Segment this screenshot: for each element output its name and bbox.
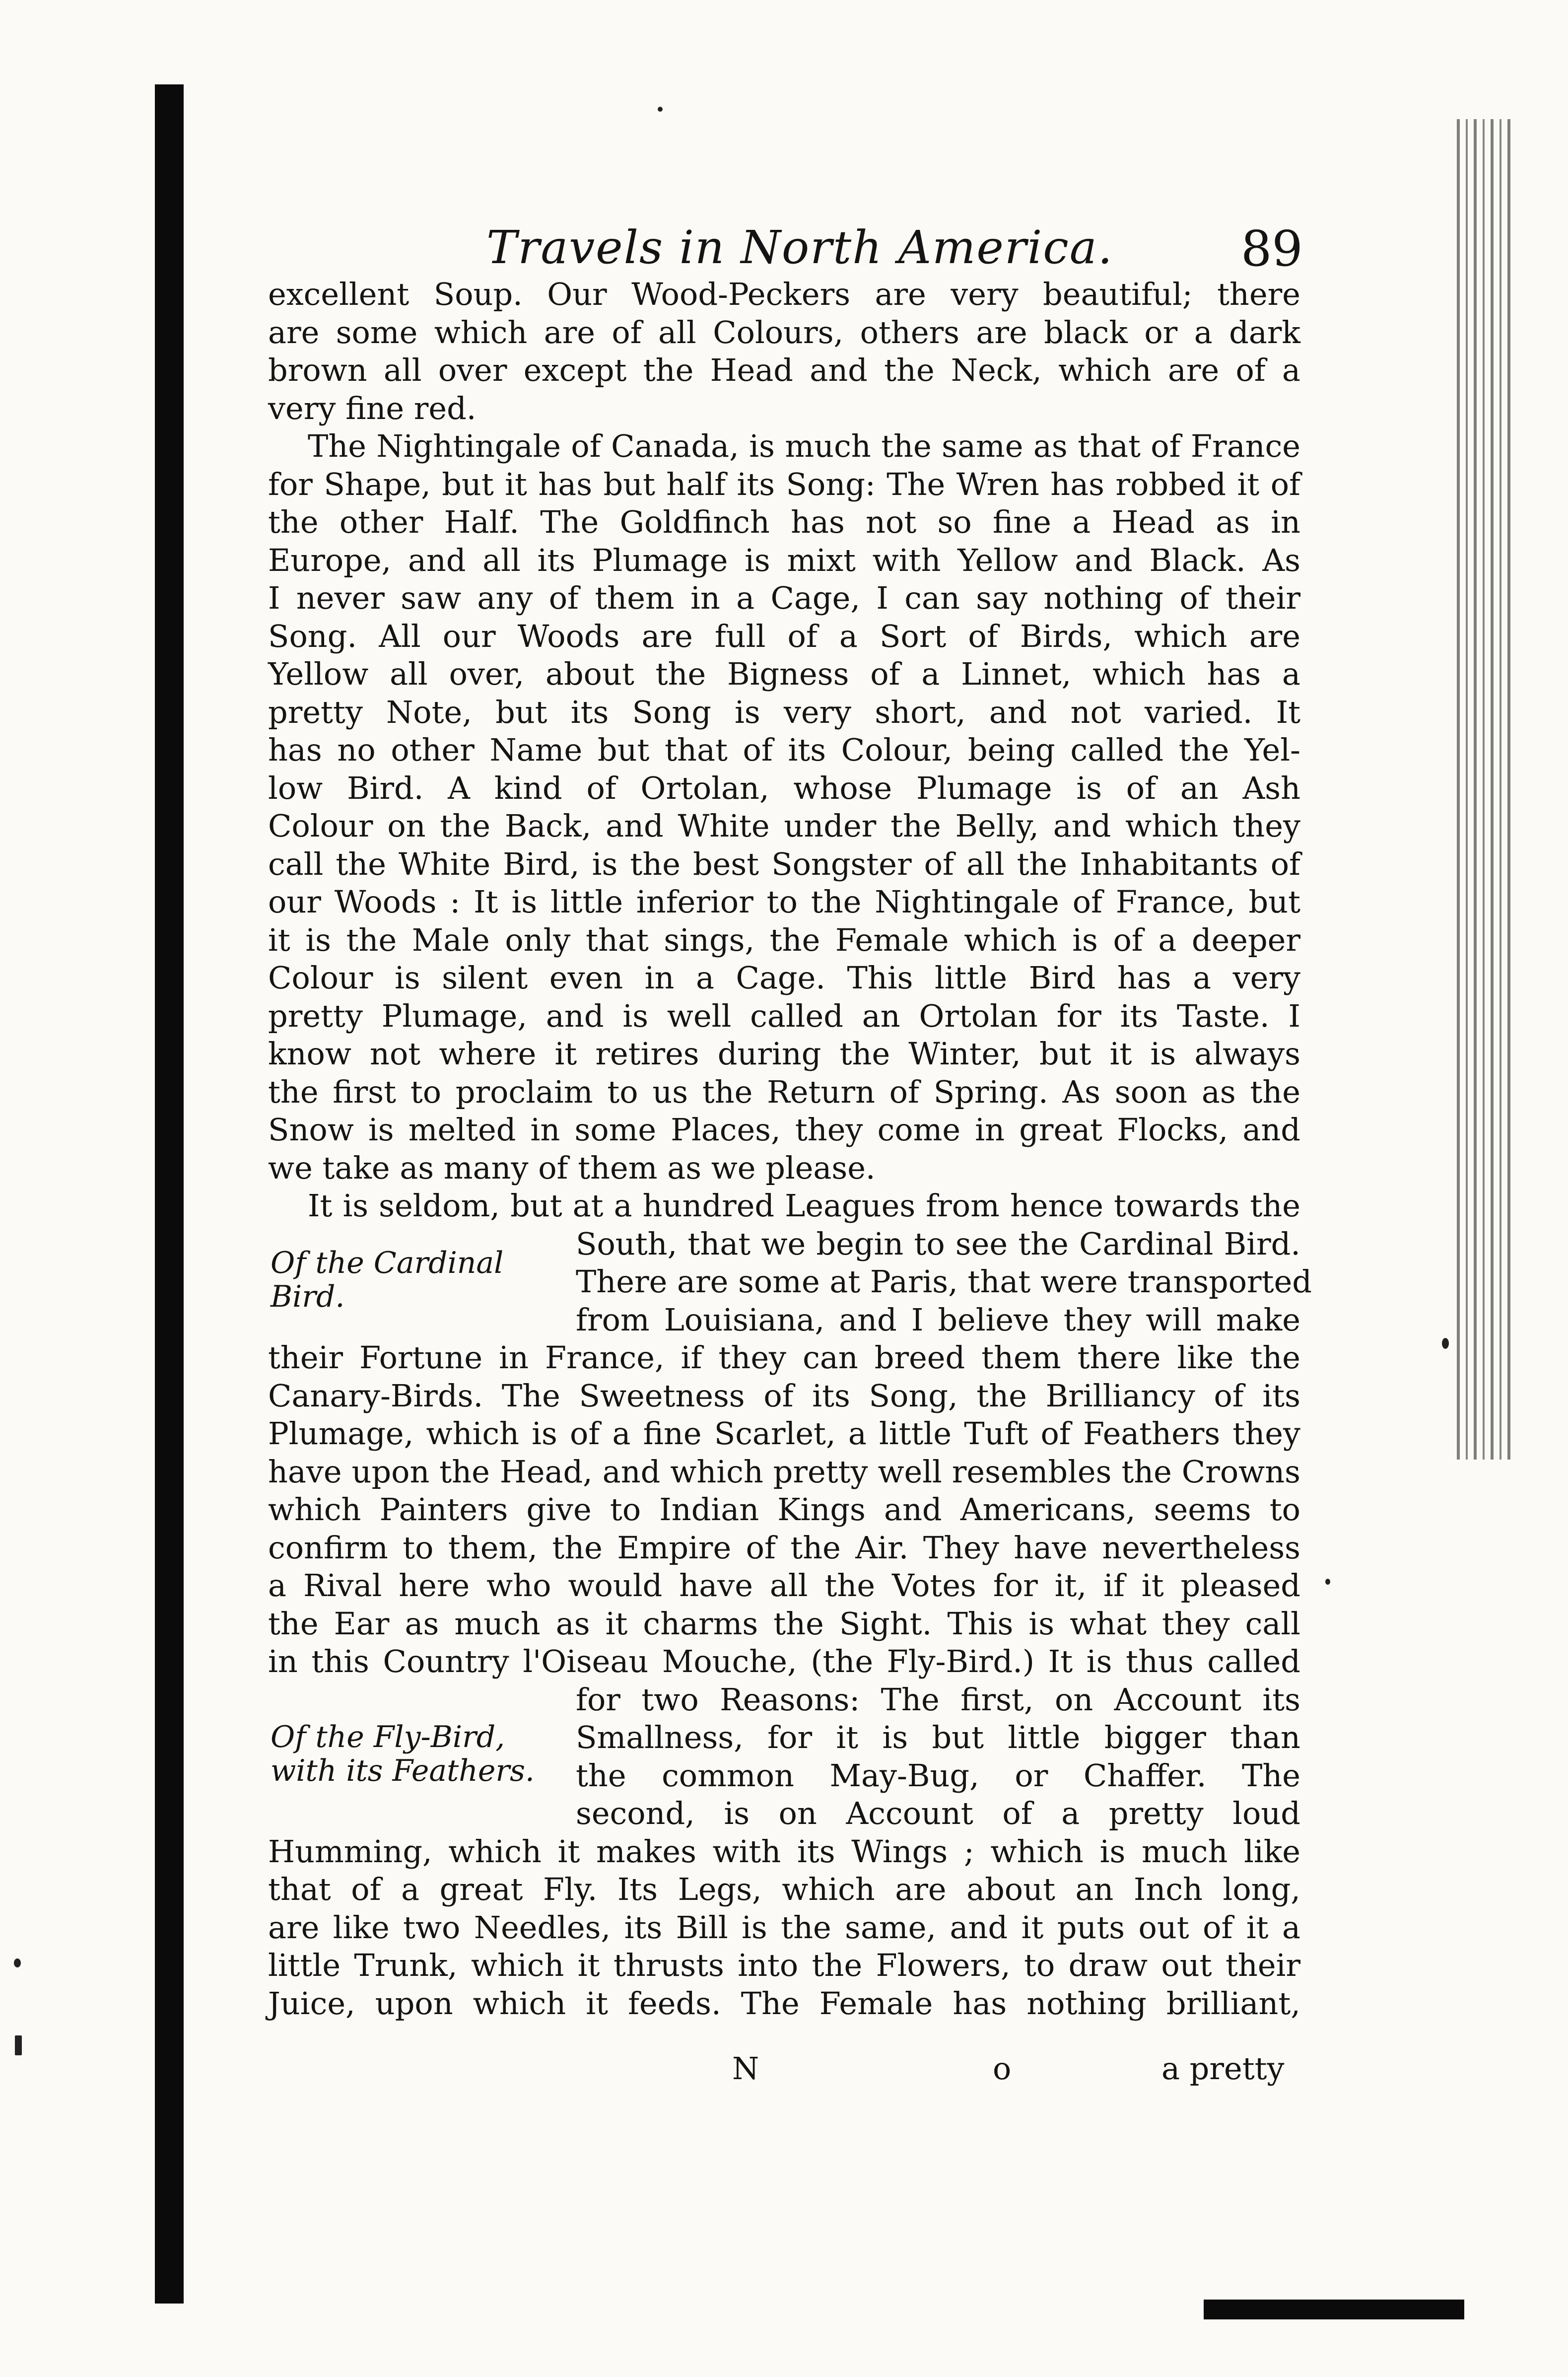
running-title: Travels in North America.: [486, 221, 1113, 274]
text-line: in this Country l'Oiseau Mouche, (the Fly-Bird.) It is thus called: [268, 1643, 1300, 1679]
text-line: a Rival here who would have all the Votes for it, if it pleased: [268, 1567, 1300, 1604]
text-line: Yellow all over, about the Bigness of a Linnet, which has a: [268, 656, 1300, 692]
bottom-scan-mark: [1204, 2300, 1464, 2319]
text-line: Canary-Birds. The Sweetness of its Song, the Brilliancy of its: [268, 1377, 1300, 1414]
text-line: Humming, which it makes with its Wings ; which is much like: [268, 1833, 1300, 1870]
ink-speck: [1442, 1338, 1449, 1349]
page-number: 89: [1241, 221, 1303, 278]
text-line: for Shape, but it has but half its Song: The Wren has robbed it of: [268, 466, 1300, 502]
text-line: which Painters give to Indian Kings and Americans, seems to: [268, 1491, 1300, 1528]
text-line: have upon the Head, and which pretty well resembles the Crowns: [268, 1453, 1300, 1490]
text-line: know not where it retires during the Winter, but it is always: [268, 1036, 1300, 1072]
text-line: from Louisiana, and I believe they will make: [576, 1301, 1300, 1338]
text-line: the common May-Bug, or Chaffer. The: [576, 1757, 1300, 1794]
marginal-note-line: Of the Fly-Bird,: [271, 1720, 505, 1754]
marginal-note-flybird: [271, 1720, 535, 1788]
text-line: excellent Soup. Our Wood-Peckers are very beautiful; there: [268, 276, 1300, 312]
ink-speck: [658, 107, 663, 112]
catchword: a pretty: [1161, 2050, 1285, 2087]
text-line: There are some at Paris, that were transported: [576, 1263, 1312, 1300]
text-line: pretty Plumage, and is well called an Ortolan for its Taste. I: [268, 997, 1300, 1034]
text-line: are some which are of all Colours, others are black or a dark: [268, 314, 1300, 350]
marginal-note-line: with its Feathers.: [271, 1753, 535, 1788]
ink-speck: [1325, 1579, 1330, 1585]
text-line: pretty Note, but its Song is very short, and not varied. It: [268, 694, 1300, 730]
text-line: Plumage, which is of a fine Scarlet, a little Tuft of Feathers they: [268, 1415, 1300, 1452]
signature-mark-2: o: [993, 2050, 1012, 2087]
text-line: little Trunk, which it thrusts into the Flowers, to draw out their: [268, 1947, 1300, 1983]
text-line: confirm to them, the Empire of the Air. They have nevertheless: [268, 1529, 1300, 1566]
text-line: it is the Male only that sings, the Female which is of a deeper: [268, 921, 1300, 958]
text-line: Europe, and all its Plumage is mixt with Yellow and Black. As: [268, 542, 1300, 578]
text-line: I never saw any of them in a Cage, I can say nothing of their: [268, 580, 1300, 616]
marginal-note-cardinal: [271, 1246, 503, 1314]
marginal-note-line: Of the Cardinal: [271, 1246, 504, 1280]
text-line: Colour on the Back, and White under the Belly, and which they: [268, 808, 1300, 844]
text-line: we take as many of them as we please.: [268, 1149, 876, 1186]
text-line: brown all over except the Head and the Neck, which are of a: [268, 352, 1300, 388]
page-edge-noise: [1457, 119, 1516, 1460]
text-line: very fine red.: [268, 390, 477, 426]
signature-mark: N: [732, 2050, 759, 2087]
text-line: Song. All our Woods are full of a Sort of Birds, which are: [268, 618, 1300, 654]
text-line: that of a great Fly. Its Legs, which are about an Inch long,: [268, 1871, 1300, 1907]
text-line: for two Reasons: The first, on Account its: [576, 1681, 1300, 1718]
text-line: are like two Needles, its Bill is the same, and it puts out of it a: [268, 1909, 1300, 1946]
text-line: the Ear as much as it charms the Sight. This is what they call: [268, 1605, 1300, 1642]
text-line: second, is on Account of a pretty loud: [576, 1795, 1300, 1831]
text-line: South, that we begin to see the Cardinal Bird.: [576, 1225, 1300, 1262]
text-line: It is seldom, but at a hundred Leagues from hence towards the: [308, 1188, 1300, 1224]
text-line: Colour is silent even in a Cage. This little Bird has a very: [268, 960, 1300, 996]
text-line: has no other Name but that of its Colour, being called the Yel-: [268, 732, 1300, 768]
text-line: Smallness, for it is but little bigger than: [576, 1719, 1300, 1755]
binding-shadow: [155, 84, 184, 2304]
text-line: our Woods : It is little inferior to the Nightingale of France, but: [268, 884, 1300, 920]
text-line: the other Half. The Goldfinch has not so fine a Head as in: [268, 504, 1300, 540]
ink-speck: [14, 1958, 21, 1967]
ink-speck: [15, 2035, 22, 2055]
text-line: call the White Bird, is the best Songster of all the Inhabitants of: [268, 845, 1300, 882]
text-line: Snow is melted in some Places, they come in great Flocks, and: [268, 1112, 1300, 1148]
text-line: The Nightingale of Canada, is much the same as that of France: [308, 428, 1300, 464]
text-line: their Fortune in France, if they can breed them there like the: [268, 1339, 1300, 1376]
text-line: low Bird. A kind of Ortolan, whose Plumage is of an Ash: [268, 769, 1300, 806]
marginal-note-line: Bird.: [271, 1279, 345, 1314]
text-line: Juice, upon which it feeds. The Female has nothing brilliant,: [268, 1985, 1300, 2022]
text-line: the first to proclaim to us the Return of Spring. As soon as the: [268, 1073, 1300, 1110]
